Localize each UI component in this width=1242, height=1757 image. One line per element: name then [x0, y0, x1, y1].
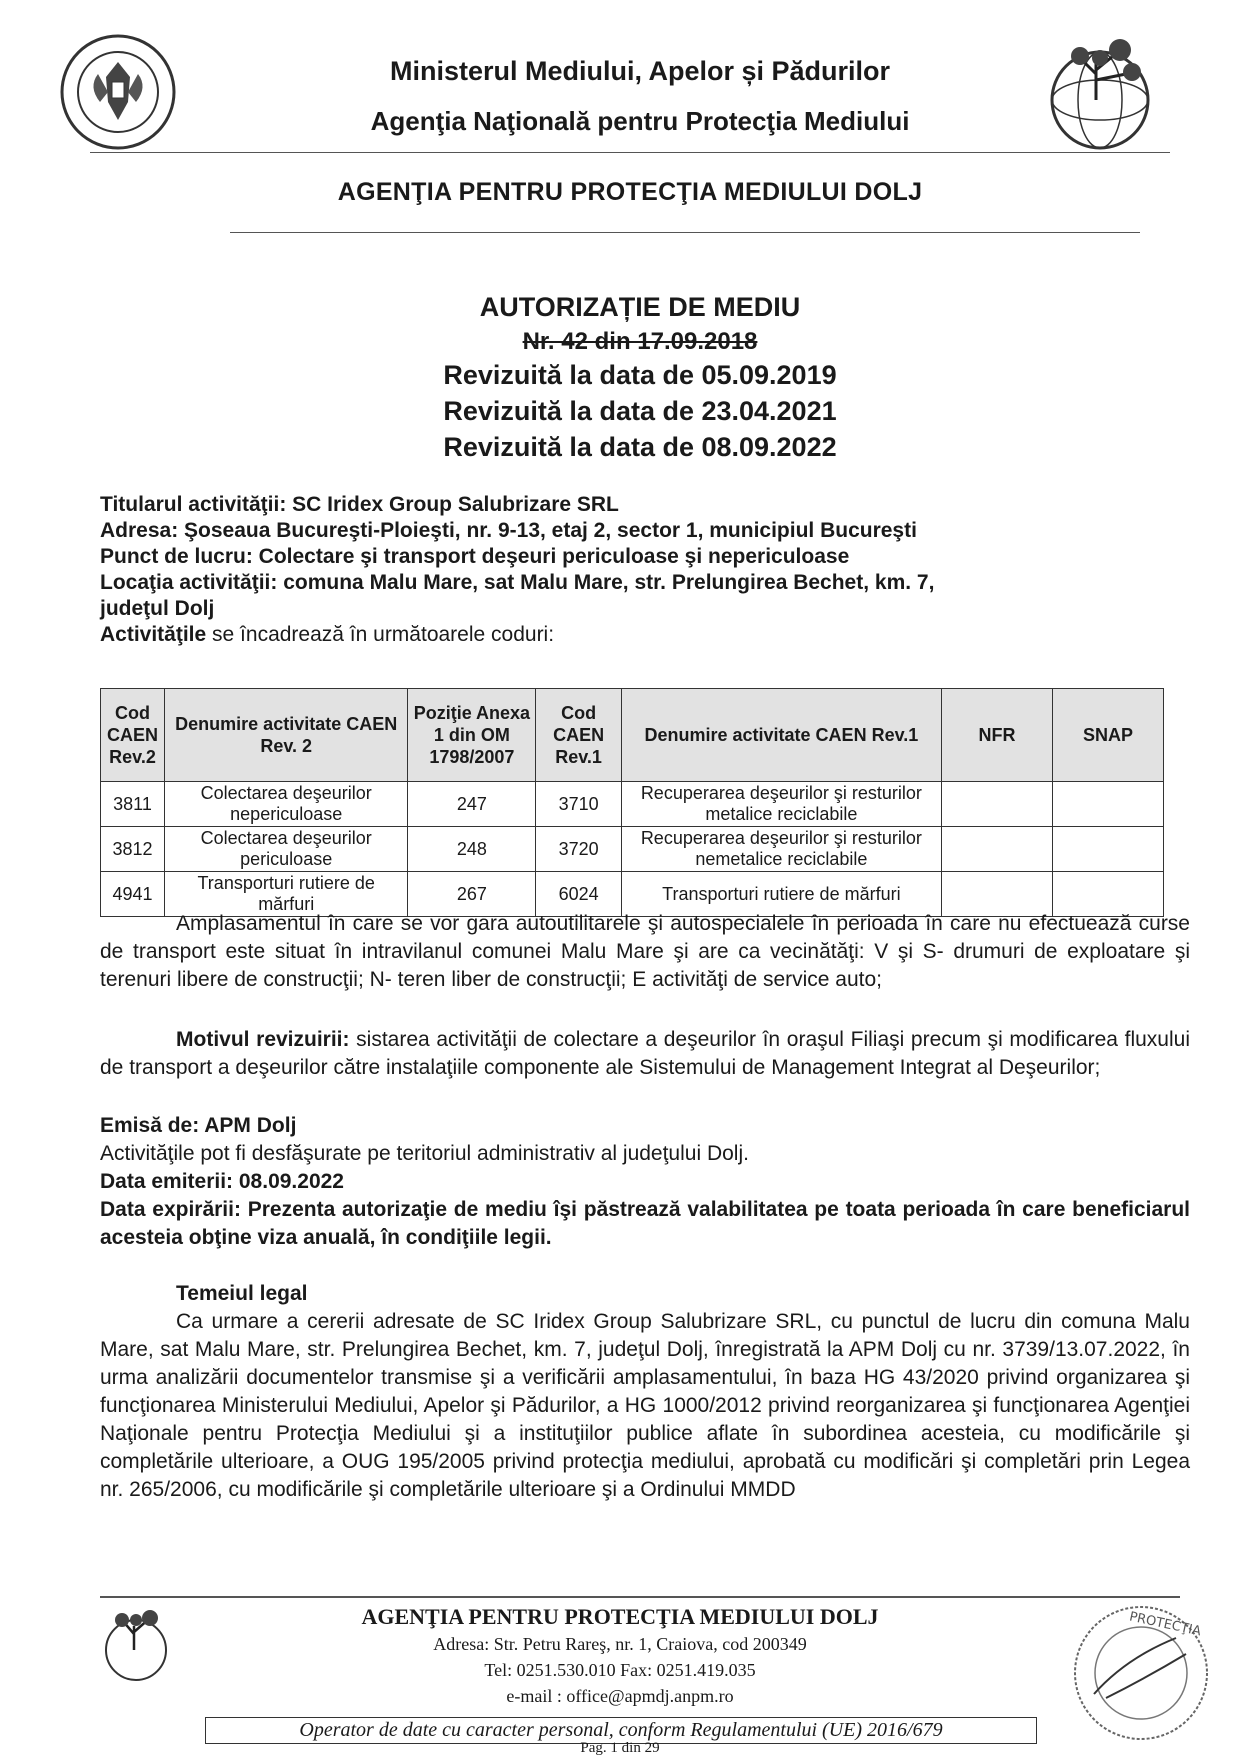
footer-tree-logo-icon	[96, 1606, 176, 1686]
table-cell: Recuperarea deşeurilor şi resturilor metalice reciclabile	[621, 782, 941, 827]
col-header-denumire-rev1: Denumire activitate CAEN Rev.1	[621, 689, 941, 782]
svg-text:PROTECŢIA: PROTECŢIA	[1127, 1609, 1203, 1640]
issue-date: Data emiterii: 08.09.2022	[100, 1170, 344, 1193]
col-header-denumire-rev2: Denumire activitate CAEN Rev. 2	[165, 689, 408, 782]
issued-by: Emisă de: APM Dolj	[100, 1114, 297, 1137]
table-cell: Colectarea deşeurilor periculoase	[165, 827, 408, 872]
motiv-paragraph	[100, 1026, 1190, 1082]
col-header-pozitie-anexa: Poziţie Anexa 1 din OM 1798/2007	[408, 689, 536, 782]
address-line: Adresa: Şoseaua Bucureşti-Ploieşti, nr. 9-13, etaj 2, sector 1, municipiul Bucureşti	[100, 519, 917, 542]
table-cell: 267	[408, 872, 536, 917]
col-header-nfr: NFR	[941, 689, 1052, 782]
revision-date-3: Revizuită la data de 08.09.2022	[443, 432, 837, 462]
table-cell	[941, 782, 1052, 827]
table-cell	[1052, 827, 1163, 872]
activities-label: Activităţile	[100, 623, 207, 646]
titular-line: Titularul activităţii: SC Iridex Group Salubrizare SRL	[100, 493, 619, 516]
work-point-line: Punct de lucru: Colectare şi transport deşeuri periculoase şi nepericuloase	[100, 545, 850, 568]
document-title: AUTORIZAȚIE DE MEDIU	[479, 292, 801, 322]
table-row	[101, 782, 1164, 827]
revision-date-1: Revizuită la data de 05.09.2019	[443, 360, 837, 390]
table-cell: 247	[408, 782, 536, 827]
table-cell: 248	[408, 827, 536, 872]
table-cell: 3720	[536, 827, 621, 872]
col-header-snap: SNAP	[1052, 689, 1163, 782]
table-cell: 3811	[101, 782, 165, 827]
expiry-paragraph: Data expirării: Prezenta autorizaţie de mediu îşi păstrează valabilitatea pe toata perioada în care beneficiarul acesteia obţine viza anuală, în condiţiile legii.	[100, 1198, 1190, 1249]
table-cell: 4941	[101, 872, 165, 917]
document-number: Nr. 42 din 17.09.2018	[522, 328, 758, 355]
header-divider	[90, 152, 1170, 153]
official-stamp-icon	[1066, 1598, 1216, 1748]
amplasament-paragraph: Amplasamentul în care se vor gara autoutilitarele şi autospecialele în perioada în care nu efectuează curse de transport este situat în intravilanul comunei Malu Mare şi are ca vecinătăţi: V şi S- drumuri de exploatare şi terenuri libere de construcţii; N- teren liber de construcţii; E activităţi de service auto;	[100, 912, 1190, 991]
footer-email: e-mail : office@apmdj.anpm.ro	[506, 1686, 734, 1706]
table-cell: Transporturi rutiere de mărfuri	[165, 872, 408, 917]
motiv-label: Motivul revizuirii:	[176, 1028, 350, 1051]
agency-divider	[230, 232, 1140, 233]
footer-divider	[100, 1596, 1180, 1598]
footer-agency: AGENŢIA PENTRU PROTECŢIA MEDIULUI DOLJ	[361, 1604, 879, 1629]
territory-line: Activităţile pot fi desfăşurate pe teritoriul administrativ al judeţului Dolj.	[100, 1142, 749, 1165]
table-cell: 3812	[101, 827, 165, 872]
agency-globe-logo-icon	[1040, 34, 1170, 154]
ministry-heading: Ministerul Mediului, Apelor și Pădurilor	[389, 56, 891, 86]
activities-intro	[100, 622, 1190, 648]
national-agency-heading: Agenţia Naţională pentru Protecţia Mediului	[370, 106, 910, 136]
data-operator-notice: Operator de date cu caracter personal, conform Regulamentului (UE) 2016/679	[205, 1717, 1037, 1744]
table-cell	[941, 827, 1052, 872]
table-cell: Colectarea deşeurilor nepericuloase	[165, 782, 408, 827]
table-cell: Recuperarea deşeurilor şi resturilor nemetalice reciclabile	[621, 827, 941, 872]
table-row	[101, 827, 1164, 872]
table-header-row	[101, 689, 1164, 782]
activities-intro-text: se încadrează în următoarele coduri:	[206, 623, 555, 646]
page-number: Pag. 1 din 29	[580, 1740, 660, 1756]
government-seal-icon	[58, 32, 178, 152]
legal-basis-paragraph: Ca urmare a cererii adresate de SC Iridex Group Salubrizare SRL, cu punctul de lucru din comuna Malu Mare, sat Malu Mare, str. Prelungirea Bechet, km. 7, judeţul Dolj, înregistrată la APM Dolj cu nr. 3739/13.07.2022, în urma analizării documentelor transmise şi a verificării amplasamentului, în baza HG 43/2020 privind organizarea şi funcţionarea Ministerului Mediului, Apelor şi Pădurilor, a HG 1000/2012 privind reorganizarea şi funcţionarea Agenţiei Naţionale pentru Protecţia Mediului şi a instituţiilor publice aflate în subordinea acesteia, cu modificările şi completările ulterioare, a OUG 195/2005 privind protecţia mediului, aprobată cu modificări şi completări prin Legea nr. 265/2006, cu modificările şi completările ulterioare şi a Ordinului MMDD	[100, 1310, 1190, 1501]
table-cell: Transporturi rutiere de mărfuri	[621, 872, 941, 917]
legal-basis-heading: Temeiul legal	[176, 1282, 308, 1305]
revision-date-2: Revizuită la data de 23.04.2021	[443, 396, 837, 426]
table-cell: 6024	[536, 872, 621, 917]
location-line-2: judeţul Dolj	[100, 597, 215, 620]
footer-phone: Tel: 0251.530.010 Fax: 0251.419.035	[484, 1660, 756, 1680]
col-header-cod-caen-rev1: Cod CAEN Rev.1	[536, 689, 621, 782]
table-cell: 3710	[536, 782, 621, 827]
caen-codes-table	[100, 688, 1164, 917]
location-line-1: Locaţia activităţii: comuna Malu Mare, sat Malu Mare, str. Prelungirea Bechet, km. 7,	[100, 571, 935, 594]
local-agency-heading: AGENŢIA PENTRU PROTECŢIA MEDIULUI DOLJ	[337, 178, 923, 206]
footer-address: Adresa: Str. Petru Rareş, nr. 1, Craiova, cod 200349	[433, 1634, 807, 1654]
table-cell	[1052, 782, 1163, 827]
col-header-cod-caen-rev2: Cod CAEN Rev.2	[101, 689, 165, 782]
motiv-text: sistarea activităţii de colectare a deşeurilor în oraşul Filiaşi precum şi modificarea fluxului de transport a deşeurilor către instalaţiile componente ale Sistemului de Management Integrat al Deşeurilor;	[100, 1028, 1190, 1079]
